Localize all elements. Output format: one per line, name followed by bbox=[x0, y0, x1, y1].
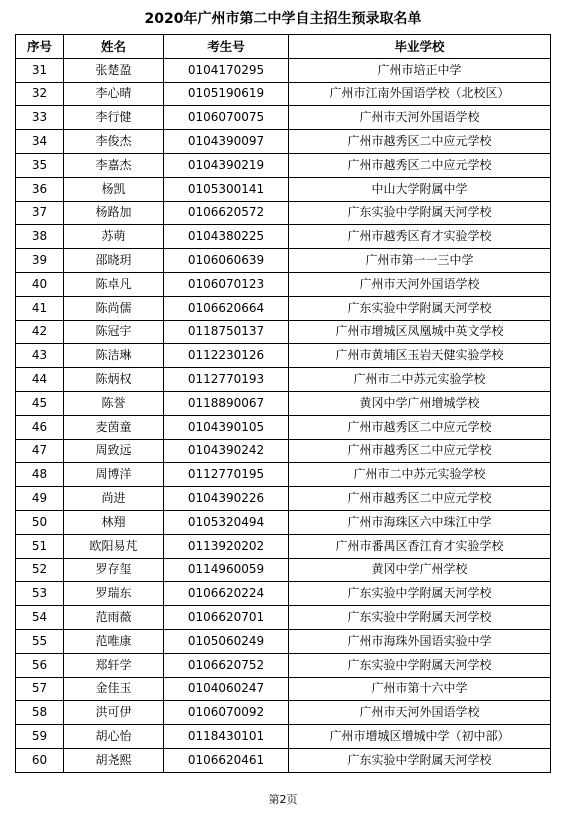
cell-school: 广州市江南外国语学校（北校区） bbox=[289, 82, 551, 106]
table-header-row bbox=[16, 35, 551, 59]
cell-school: 广州市天河外国语学校 bbox=[289, 106, 551, 130]
table-row bbox=[16, 201, 551, 225]
cell-school: 广东实验中学附属天河学校 bbox=[289, 582, 551, 606]
column-header-exam-id: 考生号 bbox=[164, 35, 289, 59]
cell-school: 广州市天河外国语学校 bbox=[289, 701, 551, 725]
column-header-name: 姓名 bbox=[64, 35, 164, 59]
cell-serial: 37 bbox=[16, 201, 64, 225]
table-row bbox=[16, 177, 551, 201]
cell-school: 广州市番禺区香江育才实验学校 bbox=[289, 534, 551, 558]
cell-exam-id: 0104170295 bbox=[164, 58, 289, 82]
column-header-school: 毕业学校 bbox=[289, 35, 551, 59]
table-row bbox=[16, 606, 551, 630]
cell-exam-id: 0106070123 bbox=[164, 272, 289, 296]
cell-exam-id: 0118890067 bbox=[164, 391, 289, 415]
cell-serial: 43 bbox=[16, 344, 64, 368]
table-row bbox=[16, 106, 551, 130]
cell-exam-id: 0113920202 bbox=[164, 534, 289, 558]
cell-school: 广东实验中学附属天河学校 bbox=[289, 748, 551, 772]
cell-exam-id: 0104390097 bbox=[164, 130, 289, 154]
table-row bbox=[16, 748, 551, 772]
cell-school: 广州市第十六中学 bbox=[289, 677, 551, 701]
cell-exam-id: 0104380225 bbox=[164, 225, 289, 249]
table-row bbox=[16, 320, 551, 344]
table-row bbox=[16, 225, 551, 249]
cell-serial: 40 bbox=[16, 272, 64, 296]
cell-name: 陈洁琳 bbox=[64, 344, 164, 368]
cell-school: 中山大学附属中学 bbox=[289, 177, 551, 201]
cell-serial: 53 bbox=[16, 582, 64, 606]
cell-school: 广州市越秀区二中应元学校 bbox=[289, 415, 551, 439]
cell-name: 苏萌 bbox=[64, 225, 164, 249]
cell-serial: 33 bbox=[16, 106, 64, 130]
cell-school: 广州市越秀区育才实验学校 bbox=[289, 225, 551, 249]
cell-school: 广州市二中苏元实验学校 bbox=[289, 368, 551, 392]
cell-school: 广东实验中学附属天河学校 bbox=[289, 201, 551, 225]
table-row bbox=[16, 249, 551, 273]
table-row bbox=[16, 510, 551, 534]
cell-exam-id: 0104390226 bbox=[164, 487, 289, 511]
table-row bbox=[16, 463, 551, 487]
table-row bbox=[16, 558, 551, 582]
cell-serial: 48 bbox=[16, 463, 64, 487]
table-row bbox=[16, 582, 551, 606]
table-row bbox=[16, 368, 551, 392]
cell-name: 洪可伊 bbox=[64, 701, 164, 725]
cell-name: 李行健 bbox=[64, 106, 164, 130]
cell-exam-id: 0106620752 bbox=[164, 653, 289, 677]
cell-name: 胡心怡 bbox=[64, 725, 164, 749]
cell-school: 广州市越秀区二中应元学校 bbox=[289, 439, 551, 463]
cell-name: 郑轩学 bbox=[64, 653, 164, 677]
cell-exam-id: 0106620572 bbox=[164, 201, 289, 225]
cell-name: 罗存玺 bbox=[64, 558, 164, 582]
cell-exam-id: 0106070092 bbox=[164, 701, 289, 725]
cell-serial: 42 bbox=[16, 320, 64, 344]
cell-school: 黄冈中学广州增城学校 bbox=[289, 391, 551, 415]
cell-exam-id: 0104390219 bbox=[164, 153, 289, 177]
table-row bbox=[16, 130, 551, 154]
cell-serial: 38 bbox=[16, 225, 64, 249]
cell-name: 邵晓玥 bbox=[64, 249, 164, 273]
column-header-serial: 序号 bbox=[16, 35, 64, 59]
cell-serial: 39 bbox=[16, 249, 64, 273]
cell-school: 广东实验中学附属天河学校 bbox=[289, 653, 551, 677]
cell-name: 麦茵童 bbox=[64, 415, 164, 439]
cell-exam-id: 0104060247 bbox=[164, 677, 289, 701]
cell-school: 广州市越秀区二中应元学校 bbox=[289, 130, 551, 154]
cell-name: 林翔 bbox=[64, 510, 164, 534]
cell-exam-id: 0104390242 bbox=[164, 439, 289, 463]
cell-name: 李心晴 bbox=[64, 82, 164, 106]
cell-name: 罗瑞东 bbox=[64, 582, 164, 606]
cell-school: 广州市培正中学 bbox=[289, 58, 551, 82]
cell-serial: 31 bbox=[16, 58, 64, 82]
table-row bbox=[16, 272, 551, 296]
table-row bbox=[16, 82, 551, 106]
cell-exam-id: 0106620224 bbox=[164, 582, 289, 606]
cell-serial: 52 bbox=[16, 558, 64, 582]
table-row bbox=[16, 58, 551, 82]
cell-name: 周博洋 bbox=[64, 463, 164, 487]
cell-serial: 50 bbox=[16, 510, 64, 534]
table-row bbox=[16, 653, 551, 677]
cell-exam-id: 0105190619 bbox=[164, 82, 289, 106]
cell-exam-id: 0112770193 bbox=[164, 368, 289, 392]
cell-serial: 51 bbox=[16, 534, 64, 558]
cell-name: 陈卓凡 bbox=[64, 272, 164, 296]
table-row bbox=[16, 725, 551, 749]
document-title: 2020年广州市第二中学自主招生预录取名单 bbox=[144, 11, 422, 27]
cell-serial: 46 bbox=[16, 415, 64, 439]
cell-exam-id: 0112230126 bbox=[164, 344, 289, 368]
cell-serial: 58 bbox=[16, 701, 64, 725]
cell-school: 广东实验中学附属天河学校 bbox=[289, 296, 551, 320]
cell-name: 张楚盈 bbox=[64, 58, 164, 82]
table-row bbox=[16, 487, 551, 511]
table-row bbox=[16, 677, 551, 701]
cell-exam-id: 0118750137 bbox=[164, 320, 289, 344]
cell-exam-id: 0106620461 bbox=[164, 748, 289, 772]
cell-exam-id: 0114960059 bbox=[164, 558, 289, 582]
cell-school: 黄冈中学广州学校 bbox=[289, 558, 551, 582]
cell-name: 胡尧熙 bbox=[64, 748, 164, 772]
cell-exam-id: 0104390105 bbox=[164, 415, 289, 439]
cell-serial: 41 bbox=[16, 296, 64, 320]
cell-name: 尚进 bbox=[64, 487, 164, 511]
cell-name: 李嘉杰 bbox=[64, 153, 164, 177]
cell-serial: 55 bbox=[16, 629, 64, 653]
cell-serial: 34 bbox=[16, 130, 64, 154]
table-row bbox=[16, 153, 551, 177]
cell-name: 周致远 bbox=[64, 439, 164, 463]
table-row bbox=[16, 534, 551, 558]
cell-serial: 59 bbox=[16, 725, 64, 749]
cell-name: 陈冠宇 bbox=[64, 320, 164, 344]
cell-serial: 36 bbox=[16, 177, 64, 201]
admission-table bbox=[15, 34, 551, 773]
cell-school: 广州市海珠区六中珠江中学 bbox=[289, 510, 551, 534]
cell-serial: 57 bbox=[16, 677, 64, 701]
cell-serial: 32 bbox=[16, 82, 64, 106]
table-row bbox=[16, 296, 551, 320]
cell-name: 陈炳权 bbox=[64, 368, 164, 392]
cell-exam-id: 0118430101 bbox=[164, 725, 289, 749]
table-row bbox=[16, 439, 551, 463]
cell-serial: 35 bbox=[16, 153, 64, 177]
cell-name: 欧阳易芃 bbox=[64, 534, 164, 558]
page-number: 第2页 bbox=[268, 793, 298, 806]
cell-exam-id: 0106060639 bbox=[164, 249, 289, 273]
cell-school: 广州市越秀区二中应元学校 bbox=[289, 153, 551, 177]
cell-name: 李俊杰 bbox=[64, 130, 164, 154]
cell-serial: 45 bbox=[16, 391, 64, 415]
cell-school: 广州市越秀区二中应元学校 bbox=[289, 487, 551, 511]
cell-school: 广州市海珠外国语实验中学 bbox=[289, 629, 551, 653]
cell-serial: 49 bbox=[16, 487, 64, 511]
cell-school: 广州市增城区凤凰城中英文学校 bbox=[289, 320, 551, 344]
cell-exam-id: 0105300141 bbox=[164, 177, 289, 201]
cell-exam-id: 0106620701 bbox=[164, 606, 289, 630]
cell-name: 杨路加 bbox=[64, 201, 164, 225]
cell-exam-id: 0105060249 bbox=[164, 629, 289, 653]
cell-serial: 54 bbox=[16, 606, 64, 630]
cell-name: 金佳玉 bbox=[64, 677, 164, 701]
cell-name: 范唯康 bbox=[64, 629, 164, 653]
table-row bbox=[16, 391, 551, 415]
table-row bbox=[16, 415, 551, 439]
cell-exam-id: 0112770195 bbox=[164, 463, 289, 487]
cell-school: 广州市天河外国语学校 bbox=[289, 272, 551, 296]
table-row bbox=[16, 629, 551, 653]
cell-serial: 47 bbox=[16, 439, 64, 463]
cell-school: 广州市第一一三中学 bbox=[289, 249, 551, 273]
cell-school: 广州市增城区增城中学（初中部） bbox=[289, 725, 551, 749]
cell-name: 范雨薇 bbox=[64, 606, 164, 630]
table-body bbox=[16, 58, 551, 772]
cell-serial: 56 bbox=[16, 653, 64, 677]
cell-name: 陈尚儒 bbox=[64, 296, 164, 320]
cell-school: 广州市黄埔区玉岩天健实验学校 bbox=[289, 344, 551, 368]
cell-name: 陈誉 bbox=[64, 391, 164, 415]
cell-exam-id: 0106070075 bbox=[164, 106, 289, 130]
cell-serial: 60 bbox=[16, 748, 64, 772]
cell-exam-id: 0106620664 bbox=[164, 296, 289, 320]
table-row bbox=[16, 701, 551, 725]
table-row bbox=[16, 344, 551, 368]
cell-school: 广东实验中学附属天河学校 bbox=[289, 606, 551, 630]
cell-school: 广州市二中苏元实验学校 bbox=[289, 463, 551, 487]
cell-exam-id: 0105320494 bbox=[164, 510, 289, 534]
cell-name: 杨凯 bbox=[64, 177, 164, 201]
cell-serial: 44 bbox=[16, 368, 64, 392]
